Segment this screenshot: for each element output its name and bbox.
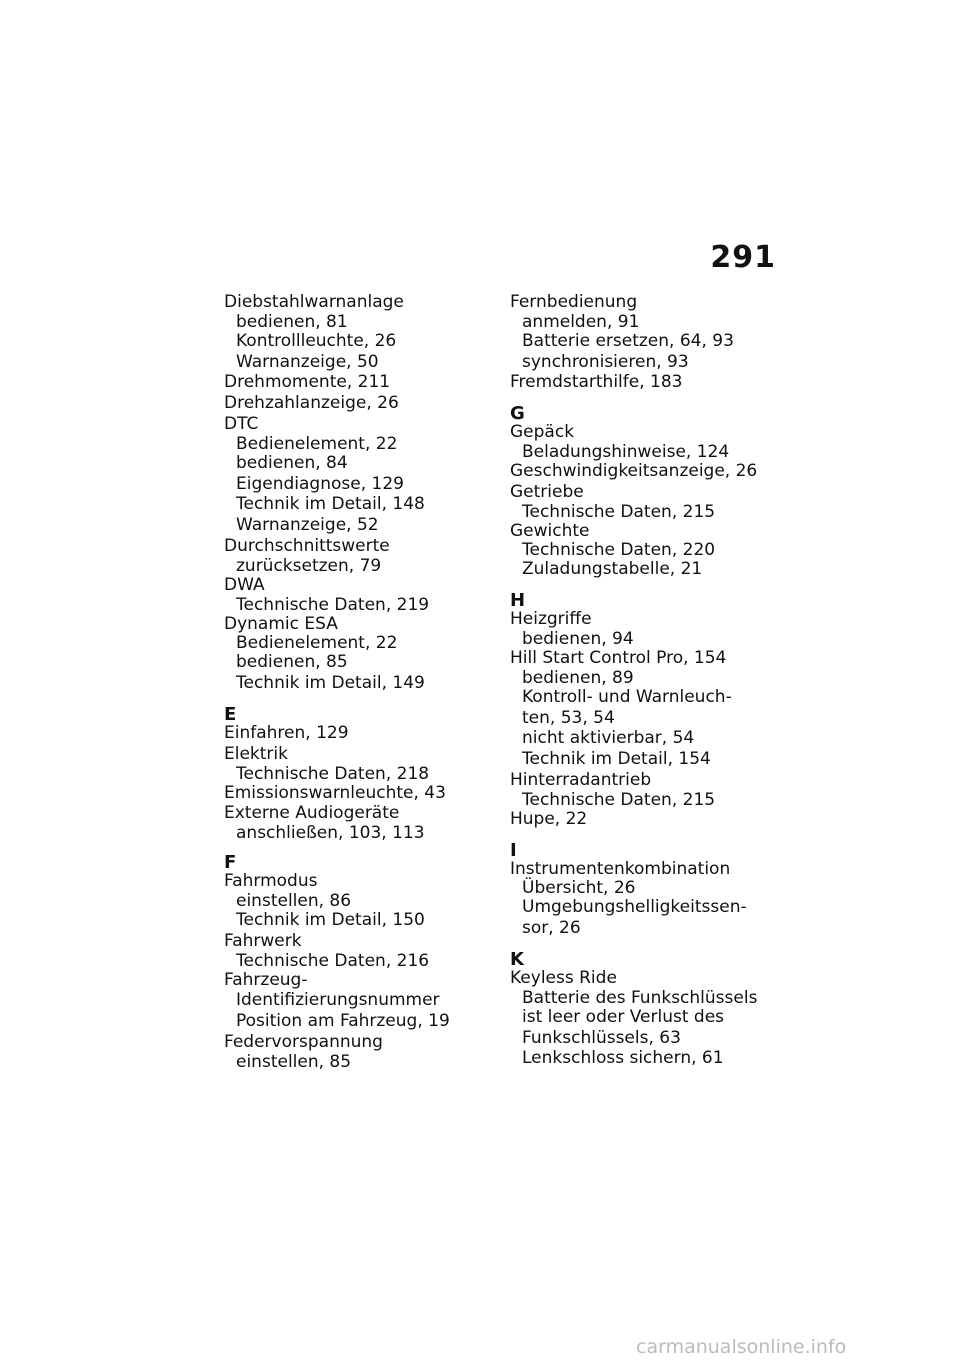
index-entry (224, 970, 484, 991)
index-term: Federvorspannung (224, 1031, 383, 1052)
index-entry (510, 770, 770, 809)
page-number: 291 (710, 240, 776, 275)
index-subterm: bedienen, 89 (522, 667, 634, 688)
index-subterm: bedienen, 81 (236, 311, 348, 332)
index-term: Gewichte (510, 520, 590, 541)
index-subterm: Bedienelement, 22 (236, 433, 398, 454)
index-term: Fahrmodus (224, 871, 318, 892)
watermark: carmanualsonline.info (636, 1336, 847, 1358)
index-subterm: Technik im Detail, 149 (236, 673, 425, 694)
index-term: Fernbedienung (510, 292, 638, 312)
index-entry (224, 536, 484, 575)
index-term: DTC (224, 413, 259, 434)
index-subterm: einstellen, 86 (236, 890, 352, 911)
index-entry (510, 422, 770, 461)
index-term: Keyless Ride (510, 967, 617, 988)
index-term: Hill Start Control Pro, 154 (510, 647, 727, 668)
index-subterm: Technik im Detail, 150 (236, 909, 425, 930)
index-subterm: einstellen, 85 (236, 1051, 352, 1072)
index-entry (224, 393, 484, 414)
index-subterm: Identifizierungsnummer (236, 990, 440, 1011)
index-subterm: synchronisieren, 93 (522, 351, 689, 372)
index-entry (224, 871, 484, 931)
index-subterm: Technische Daten, 216 (236, 950, 430, 971)
index-subterm: Batterie ersetzen, 64, 93 (522, 330, 734, 351)
index-entry (510, 372, 770, 393)
index-entry (224, 723, 484, 744)
index-entry (224, 783, 484, 804)
index-term: Gepäck (510, 422, 575, 443)
index-subterm: Kontrollleuchte, 26 (236, 330, 397, 351)
index-term: Fahrwerk (224, 930, 302, 951)
index-term: Dynamic ESA (224, 613, 338, 634)
index-term: Drehzahlanzeige, 26 (224, 393, 399, 414)
index-term: Instrumentenkombination (510, 858, 731, 879)
index-entry (224, 931, 484, 970)
section-letter: K (510, 948, 524, 970)
index-entry (510, 609, 770, 648)
index-term: Hupe, 22 (510, 808, 588, 829)
index-subterm: Technische Daten, 215 (522, 501, 716, 522)
index-subterm: anmelden, 91 (522, 311, 640, 332)
index-term: Emissionswarnleuchte, 43 (224, 782, 446, 803)
index-term: Elektrik (224, 743, 288, 764)
index-term: Einfahren, 129 (224, 722, 349, 743)
index-subterm: Technik im Detail, 154 (522, 749, 711, 770)
index-subterm: bedienen, 94 (522, 628, 634, 649)
section-letter: E (224, 703, 237, 725)
index-subterm: Technische Daten, 219 (236, 594, 430, 615)
index-subterm: Umgebungshelligkeitssen- (522, 897, 747, 918)
index-column-right (510, 292, 770, 1069)
index-entry (224, 990, 484, 1032)
index-subterm: Bedienelement, 22 (236, 633, 398, 654)
index-subterm: sor, 26 (522, 918, 581, 939)
index-subterm: Technische Daten, 218 (236, 763, 430, 784)
index-term: Diebstahlwarnanlage (224, 292, 404, 312)
index-subterm: nicht aktivierbar, 54 (522, 728, 695, 749)
index-subterm: bedienen, 84 (236, 452, 348, 473)
index-term: DWA (224, 574, 265, 595)
index-entry (510, 461, 770, 482)
section-letter: F (224, 852, 237, 874)
section-letter: G (510, 403, 525, 425)
index-term: Fahrzeug- (224, 969, 308, 990)
index-term: Hinterradantrieb (510, 769, 652, 790)
index-entry (224, 614, 484, 694)
index-term: Heizgriffe (510, 609, 592, 630)
index-subterm: ist leer oder Verlust des (522, 1006, 725, 1027)
index-subterm: Technische Daten, 220 (522, 540, 716, 561)
index-entry (510, 521, 770, 581)
index-entry (510, 292, 770, 372)
index-entry (224, 414, 484, 536)
index-subterm: zurücksetzen, 79 (236, 555, 382, 576)
section-letter: H (510, 590, 526, 612)
index-subterm: Funkschlüssels, 63 (522, 1027, 681, 1048)
index-entry (224, 372, 484, 393)
index-subterm: bedienen, 85 (236, 652, 348, 673)
index-term: Geschwindigkeitsanzeige, 26 (510, 460, 758, 481)
index-entry (224, 575, 484, 614)
index-subterm: Position am Fahrzeug, 19 (236, 1011, 450, 1032)
index-entry (224, 1032, 484, 1071)
index-column-left (224, 292, 484, 1071)
index-term: Durchschnittswerte (224, 535, 390, 556)
index-subterm: Beladungshinweise, 124 (522, 441, 730, 462)
index-subterm: Technische Daten, 215 (522, 789, 716, 810)
index-subterm: Warnanzeige, 50 (236, 351, 379, 372)
index-entry (224, 292, 484, 372)
index-entry (510, 809, 770, 830)
index-term: Drehmomente, 211 (224, 372, 391, 393)
section-letter: I (510, 839, 517, 861)
index-subterm: Batterie des Funkschlüssels (522, 987, 758, 1008)
index-subterm: ten, 53, 54 (522, 707, 615, 728)
index-entry (224, 744, 484, 783)
index-entry (510, 859, 770, 939)
index-subterm: Übersicht, 26 (522, 878, 636, 899)
index-term: Externe Audiogeräte (224, 803, 400, 824)
index-subterm: Zuladungstabelle, 21 (522, 559, 703, 580)
index-subterm: Lenkschloss sichern, 61 (522, 1048, 724, 1069)
index-entry (510, 482, 770, 521)
index-entry (510, 648, 770, 770)
index-entry (224, 803, 484, 842)
index-subterm: anschließen, 103, 113 (236, 823, 425, 844)
index-subterm: Warnanzeige, 52 (236, 515, 379, 536)
index-subterm: Technik im Detail, 148 (236, 494, 425, 515)
index-term: Fremdstarthilfe, 183 (510, 372, 683, 393)
index-subterm: Kontroll- und Warnleuch- (522, 686, 732, 707)
index-entry (510, 968, 770, 1069)
index-term: Getriebe (510, 481, 584, 502)
index-subterm: Eigendiagnose, 129 (236, 473, 404, 494)
